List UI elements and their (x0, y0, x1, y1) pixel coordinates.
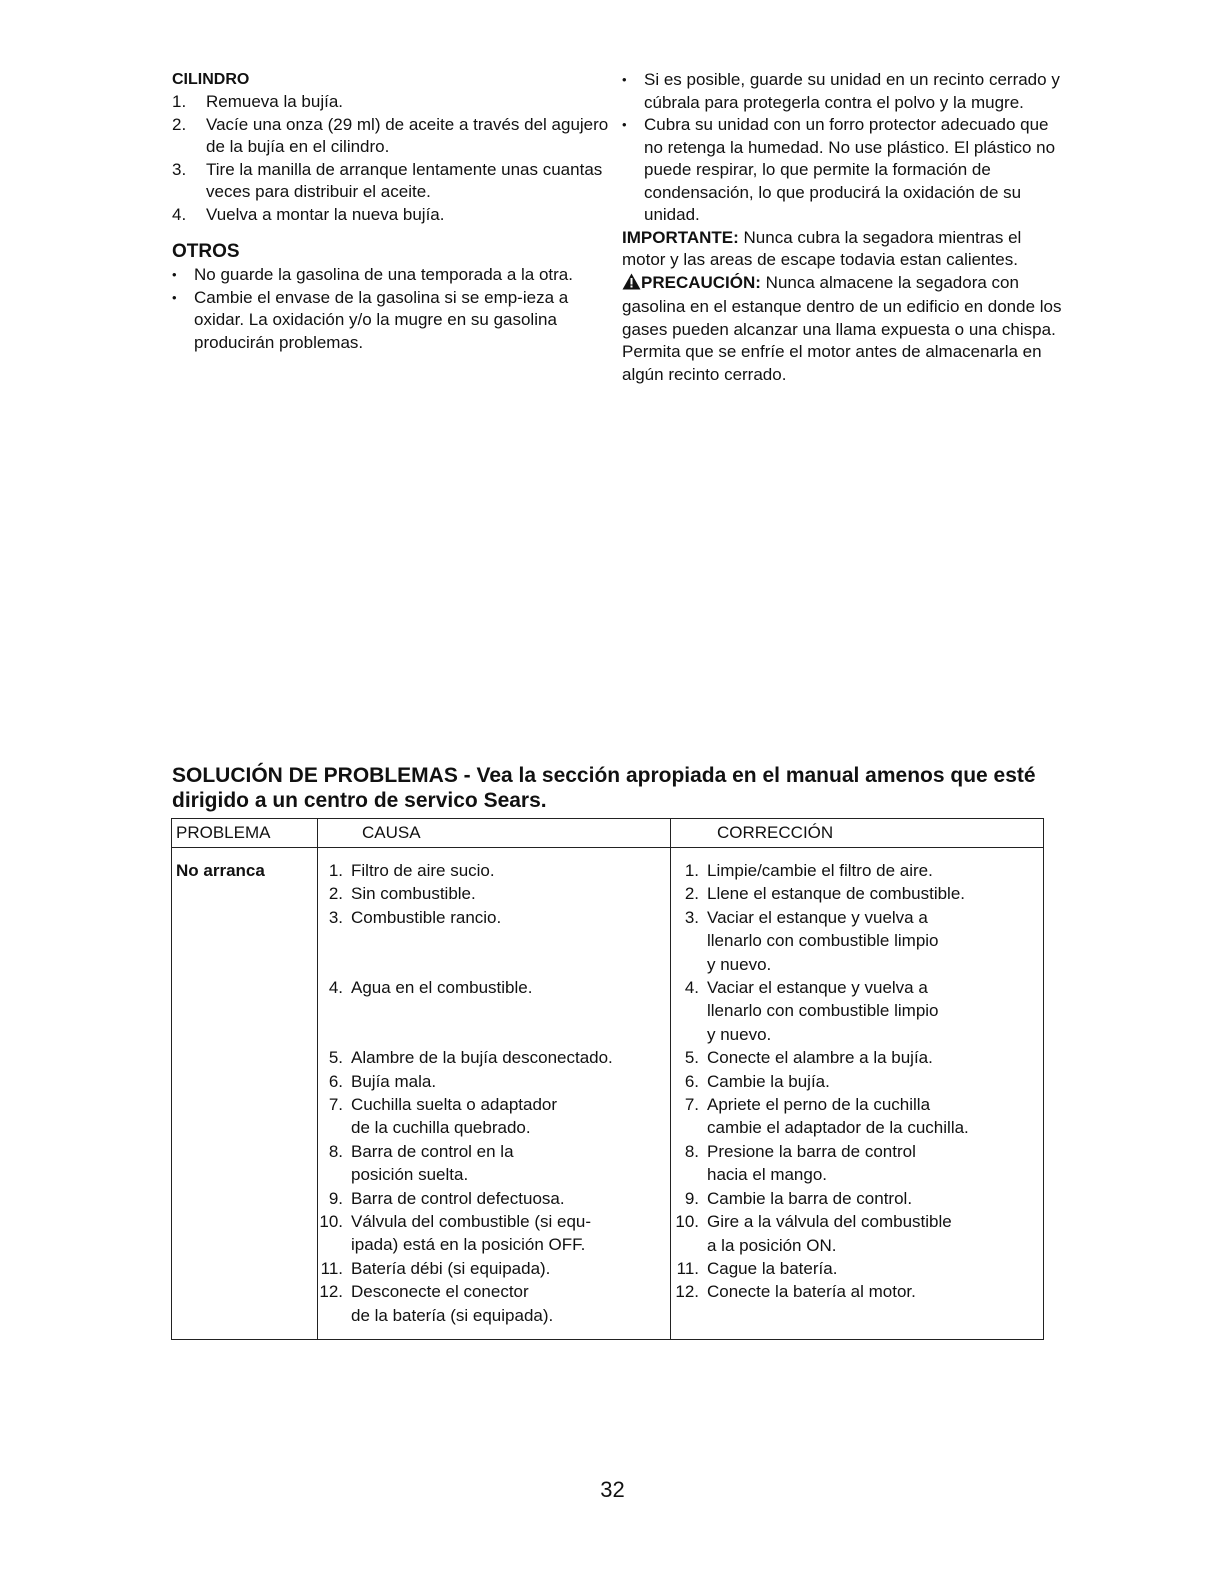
item-text: Bujía mala. (351, 1071, 437, 1091)
list-item (309, 1046, 664, 1069)
list-item (309, 1187, 664, 1210)
item-text: de la batería (si equipada). (351, 1305, 554, 1325)
item-number: 8. (328, 1141, 343, 1161)
item-text: Limpie/cambie el filtro de aire. (707, 861, 933, 880)
item-number: 2. (684, 884, 699, 904)
precaucion-note: PRECAUCIÓN: Nunca almacene la segadora con gasolina en el estanque dentro de un edificio en donde los gases pueden alcanzar una llama expuesta o una chispa. Permita que se enfríe el motor antes de almacenarla en algún recinto cerrado. (622, 272, 1062, 384)
list-item (309, 859, 664, 882)
cilindro-heading: CILINDRO (172, 71, 250, 88)
item-text: Filtro de aire sucio. (351, 861, 495, 880)
item-text: Combustible rancio. (351, 907, 502, 927)
item-number: 5. (328, 1048, 343, 1068)
item-number: 12. (675, 1282, 699, 1302)
list-item (665, 1140, 1040, 1187)
warning-icon (622, 273, 641, 297)
item-text: ipada) está en la posición OFF. (351, 1235, 586, 1255)
item-text: de la cuchilla quebrado. (351, 1118, 531, 1138)
item-number: 6. (328, 1071, 343, 1091)
item-text: cambie el adaptador de la cuchilla. (707, 1118, 969, 1138)
item-text: y nuevo. (707, 1024, 772, 1044)
item-number: 4. (328, 978, 343, 997)
storage-bullets (622, 69, 1062, 227)
item-text: y nuevo. (707, 954, 772, 974)
item-text: llenarlo con combustible limpio (707, 931, 939, 951)
causes-list (309, 859, 664, 1327)
precaucion-label: PRECAUCIÓN: (641, 272, 761, 292)
item-text: Barra de control defectuosa. (351, 1188, 565, 1208)
list-item: • Cubra su unidad con un forro protector adecuado que no retenga la humedad. No use plástico. El plástico no puede respirar, lo que permite la formación de condensación, lo que producirá la oxidación de su unidad. (622, 114, 1062, 227)
left-column (172, 69, 612, 354)
spacer (309, 953, 664, 976)
spacer (309, 1023, 664, 1046)
list-item (309, 1093, 664, 1140)
list-item (309, 1280, 664, 1327)
list-item: • Cambie el envase de la gasolina si se emp-ieza a oxidar. La oxidación y/o la mugre en su gasolina producirán problemas. (172, 287, 612, 355)
item-text: Alambre de la bujía desconectado. (351, 1048, 613, 1068)
item-number: 7. (328, 1095, 343, 1114)
item-number: 11. (320, 1258, 343, 1278)
item-number: 2. (328, 884, 343, 904)
list-item (309, 1070, 664, 1093)
list-item (309, 882, 664, 905)
list-item (309, 1210, 664, 1257)
item-text: Batería débi (si equipada). (351, 1258, 551, 1278)
item-number: 10. (319, 1212, 343, 1232)
item-text: Sin combustible. (351, 884, 476, 904)
item-text: Conecte el alambre a la bujía. (707, 1048, 933, 1068)
item-text: Cuchilla suelta o adaptador (351, 1095, 558, 1114)
list-item (665, 906, 1040, 976)
list-item (309, 976, 664, 999)
item-number: 11. (676, 1258, 699, 1278)
item-text: Conecte la batería al motor. (707, 1282, 916, 1302)
otros-bullets (172, 264, 612, 354)
item-text: Barra de control en la (351, 1141, 514, 1161)
item-number: 3. (684, 907, 699, 927)
list-item (665, 1210, 1040, 1257)
item-number: 7. (684, 1095, 699, 1115)
item-number: 1. (684, 861, 699, 880)
item-text: Válvula del combustible (si equ- (351, 1212, 592, 1232)
list-item (309, 1257, 664, 1280)
item-number: 3. (328, 907, 343, 927)
item-text: posición suelta. (351, 1165, 469, 1185)
list-item (309, 1140, 664, 1187)
item-text: Vaciar el estanque y vuelva a (707, 978, 928, 998)
item-number: 12. (319, 1282, 343, 1302)
corrections-list (665, 859, 1040, 1304)
header-problema: PROBLEMA (176, 823, 271, 842)
item-number: 4. (684, 978, 699, 998)
item-number: 1. (328, 861, 343, 880)
list-item (665, 882, 1040, 905)
item-number: 8. (684, 1141, 699, 1161)
item-text: a la posición ON. (707, 1235, 837, 1255)
otros-heading: OTROS (172, 241, 240, 262)
list-item (665, 1093, 1040, 1140)
cilindro-steps (172, 91, 612, 226)
list-item (665, 1070, 1040, 1093)
item-number: 9. (328, 1188, 343, 1208)
problem-label: No arranca (176, 861, 265, 880)
header-causa: CAUSA (362, 823, 421, 842)
list-item (309, 906, 664, 929)
item-text: Llene el estanque de combustible. (707, 884, 966, 904)
list-item: 1. Remueva la bujía. (172, 92, 344, 111)
header-correccion: CORRECCIÓN (717, 823, 834, 842)
item-text: Cague la batería. (707, 1258, 838, 1278)
troubleshooting-table (171, 818, 1044, 1340)
item-text: Agua en el combustible. (351, 978, 533, 997)
item-number: 9. (684, 1188, 699, 1208)
item-text: Cambie la barra de control. (707, 1188, 913, 1208)
header-divider (172, 847, 1043, 848)
item-text: Apriete el perno de la cuchilla (707, 1095, 931, 1115)
list-item (665, 1046, 1040, 1069)
list-item: • Si es posible, guarde su unidad en un recinto cerrado y cúbrala para protegerla contra el polvo y la mugre. (622, 69, 1062, 114)
item-text: Gire a la válvula del combustible (707, 1212, 952, 1232)
list-item (665, 1280, 1040, 1303)
item-text: llenarlo con combustible limpio (707, 1001, 939, 1021)
right-column (622, 69, 1062, 386)
item-text: Desconecte el conector (351, 1282, 529, 1302)
item-number: 6. (684, 1071, 699, 1091)
importante-label: IMPORTANTE: (622, 227, 739, 247)
list-item: 3. Tire la manilla de arranque lentamente unas cuantas veces para distribuir el aceite. (172, 159, 603, 201)
list-item (665, 1187, 1040, 1210)
list-item (665, 1257, 1040, 1280)
spacer (309, 929, 664, 952)
list-item: • No guarde la gasolina de una temporada a la otra. (172, 264, 612, 287)
item-text: hacia el mango. (707, 1165, 828, 1185)
importante-note: IMPORTANTE: Nunca cubra la segadora mientras el motor y las areas de escape todavia estan calientes. (622, 227, 1022, 269)
page-number: 32 (600, 1477, 625, 1502)
item-text: Presione la barra de control (707, 1141, 916, 1161)
item-text: Vaciar el estanque y vuelva a (707, 907, 928, 927)
spacer (309, 999, 664, 1022)
item-number: 5. (684, 1048, 699, 1068)
item-number: 10. (675, 1212, 699, 1232)
list-item (665, 976, 1040, 1046)
troubleshooting-heading: SOLUCIÓN DE PROBLEMAS - Vea la sección apropiada en el manual amenos que esté dirigido a un centro de servico Sears. (172, 764, 1036, 812)
list-item: 2. Vacíe una onza (29 ml) de aceite a través del agujero de la bujía en el cilindro. (172, 114, 609, 156)
list-item (665, 859, 1040, 882)
list-item: 4. Vuelva a montar la nueva bujía. (172, 204, 445, 224)
item-text: Cambie la bujía. (707, 1071, 830, 1091)
